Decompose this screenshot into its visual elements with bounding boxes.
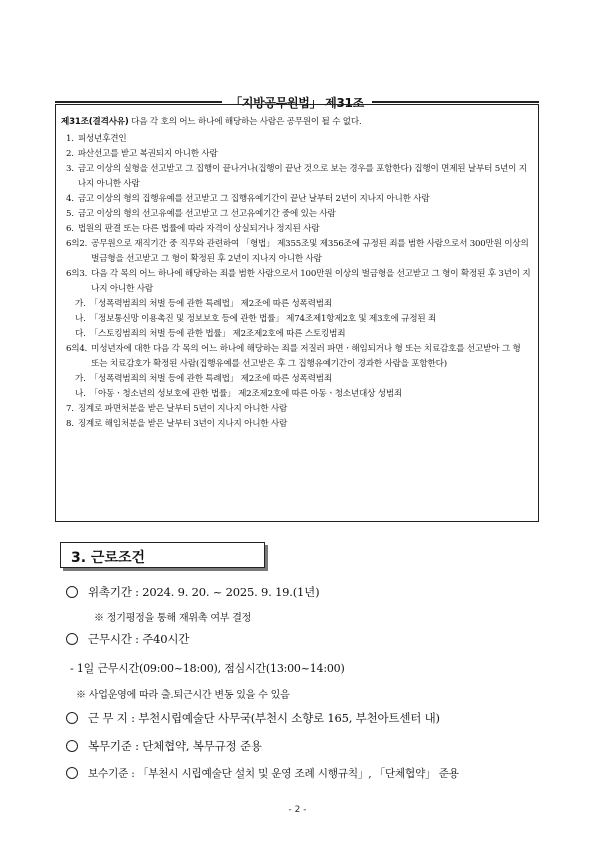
law-item bbox=[61, 192, 531, 207]
law-item-text: 다음 각 목의 어느 하나에 해당하는 죄를 범한 사람으로서 100만원 이상의 벌금형을 선고받고 그 형이 확정된 후 3년이 지나지 아니한 사람 bbox=[91, 269, 531, 294]
article-label: 제31조(결격사유) bbox=[61, 117, 129, 127]
law-item-number: 7. bbox=[66, 404, 74, 414]
law-item bbox=[61, 267, 531, 297]
law-item-text: 금고 이상의 실형을 선고받고 그 집행이 끝나거나(집행이 끝난 것으로 보는 경우를 포함한다) 집행이 면제된 날부터 5년이 지나지 아니한 사람 bbox=[77, 164, 527, 189]
law-item bbox=[61, 417, 531, 432]
law-item-number: 2. bbox=[66, 149, 74, 159]
law-subitem bbox=[61, 372, 531, 387]
law-item-text: 「아동ㆍ청소년의 성보호에 관한 법률」 제2조제2호에 따른 아동ㆍ청소년대상 성범죄 bbox=[89, 389, 403, 399]
condition-hours-detail: - 1일 근무시간(09:00~18:00), 점심시간(13:00~14:00) bbox=[70, 662, 345, 675]
condition-hours-note: ※ 사업운영에 따라 출․퇴근시간 변동 있을 수 있음 bbox=[76, 690, 290, 701]
law-items-list bbox=[61, 132, 531, 432]
law-subitem bbox=[61, 387, 531, 402]
law-item-text: 파산선고를 받고 복권되지 아니한 사람 bbox=[77, 149, 218, 159]
law-item-text: 「성폭력범죄의 처벌 등에 관한 특례법」 제2조에 따른 성폭력범죄 bbox=[89, 299, 332, 309]
law-item-text: 미성년자에 대한 다음 각 목의 어느 하나에 해당하는 죄를 저질러 파면ㆍ해임되거나 형 또는 치료감호를 선고받아 그 형 또는 치료감호가 확정된 사람(집행유예를 선고받은 후 그 집행유예기간이 경과한 사람을 포함한다) bbox=[91, 344, 521, 369]
law-item-text: 「정보통신망 이용촉진 및 정보보호 등에 관한 법률」 제74조제1항제2호 및 제3호에 규정된 죄 bbox=[89, 314, 437, 324]
law-item bbox=[61, 342, 531, 372]
law-item-number: 다. bbox=[75, 329, 86, 339]
law-item-text: 법원의 판결 또는 다른 법률에 따라 자격이 상실되거나 정지된 사람 bbox=[77, 224, 320, 234]
law-item-text: 징계로 파면처분을 받은 날부터 5년이 지나지 아니한 사람 bbox=[77, 404, 288, 414]
condition-pay bbox=[66, 766, 546, 781]
law-item-number: 3. bbox=[66, 164, 74, 174]
page-number: - 2 - bbox=[288, 805, 307, 815]
law-item-number: 가. bbox=[75, 299, 86, 309]
law-item-number: 1. bbox=[66, 134, 74, 144]
condition-term-text: 위촉기간 : 2024. 9. 20. ~ 2025. 9. 19.(1년) bbox=[88, 585, 320, 599]
law-subitem bbox=[61, 312, 531, 327]
circle-bullet-icon bbox=[66, 633, 78, 645]
law-item-number: 8. bbox=[66, 419, 74, 429]
law-item-number: 나. bbox=[75, 314, 86, 324]
condition-hours-text: 근무시간 : 주40시간 bbox=[88, 632, 190, 646]
condition-place-text: 근 무 지 : 부천시립예술단 사무국(부천시 소향로 165, 부천아트센터 내) bbox=[88, 711, 440, 725]
law-item bbox=[61, 207, 531, 222]
law-item-text: 공무원으로 재직기간 중 직무와 관련하여 「형법」 제355조및 제356조에 규정된 죄를 범한 사람으로서 300만원 이상의 벌금형을 선고받고 그 형이 확정된 후 2년이 지나지 아니한 사람 bbox=[91, 239, 529, 264]
law-item-number: 4. bbox=[66, 194, 74, 204]
law-item-text: 금고 이상의 형의 선고유예를 선고받고 그 선고유예기간 중에 있는 사람 bbox=[77, 209, 336, 219]
law-item-number: 5. bbox=[66, 209, 74, 219]
law-item-text: 「성폭력범죄의 처벌 등에 관한 특례법」 제2조에 따른 성폭력범죄 bbox=[89, 374, 332, 384]
law-item-number: 6의3. bbox=[66, 269, 88, 279]
law-subitem bbox=[61, 297, 531, 312]
section-header bbox=[60, 542, 265, 568]
condition-service-text: 복무기준 : 단체협약, 복무규정 준용 bbox=[88, 739, 262, 753]
circle-bullet-icon bbox=[66, 767, 78, 779]
law-item bbox=[61, 222, 531, 237]
condition-term-note: ※ 정기평정을 통해 재위촉 여부 결정 bbox=[94, 613, 252, 624]
condition-place bbox=[66, 710, 546, 726]
section-title: 3. 근로조건 bbox=[71, 550, 146, 566]
law-subitem bbox=[61, 327, 531, 342]
law-item-number: 가. bbox=[75, 374, 86, 384]
circle-bullet-icon bbox=[66, 740, 78, 752]
circle-bullet-icon bbox=[66, 586, 78, 598]
law-title: 「지방공무원법」 제31조 bbox=[222, 93, 372, 113]
law-item-text: 「스토킹범죄의 처벌 등에 관한 법률」 제2조제2호에 따른 스토킹범죄 bbox=[89, 329, 346, 339]
law-item bbox=[61, 132, 531, 147]
law-item-text: 금고 이상의 형의 집행유예를 선고받고 그 집행유예기간이 끝난 날부터 2년이 지나지 아니한 사람 bbox=[77, 194, 430, 204]
law-item-number: 6. bbox=[66, 224, 74, 234]
condition-term bbox=[66, 584, 546, 600]
circle-bullet-icon bbox=[66, 712, 78, 724]
article-intro-text: 다음 각 호의 어느 하나에 해당하는 사람은 공무원이 될 수 없다. bbox=[128, 117, 362, 127]
law-item bbox=[61, 237, 531, 267]
law-item-text: 징계로 해임처분을 받은 날부터 3년이 지나지 아니한 사람 bbox=[77, 419, 288, 429]
condition-pay-text: 보수기준 : 「부천시 시립예술단 설치 및 운영 조례 시행규칙」, 「단체협약」 준용 bbox=[88, 768, 459, 780]
law-item-text: 피성년후견인 bbox=[77, 134, 127, 144]
law-item-number: 6의4. bbox=[66, 344, 88, 354]
law-item bbox=[61, 402, 531, 417]
law-body bbox=[61, 115, 531, 432]
article-intro bbox=[61, 115, 531, 130]
condition-service bbox=[66, 738, 546, 754]
law-item bbox=[61, 147, 531, 162]
law-item-number: 6의2. bbox=[66, 239, 88, 249]
law-item-number: 나. bbox=[75, 389, 86, 399]
condition-hours bbox=[66, 631, 546, 647]
law-item bbox=[61, 162, 531, 192]
